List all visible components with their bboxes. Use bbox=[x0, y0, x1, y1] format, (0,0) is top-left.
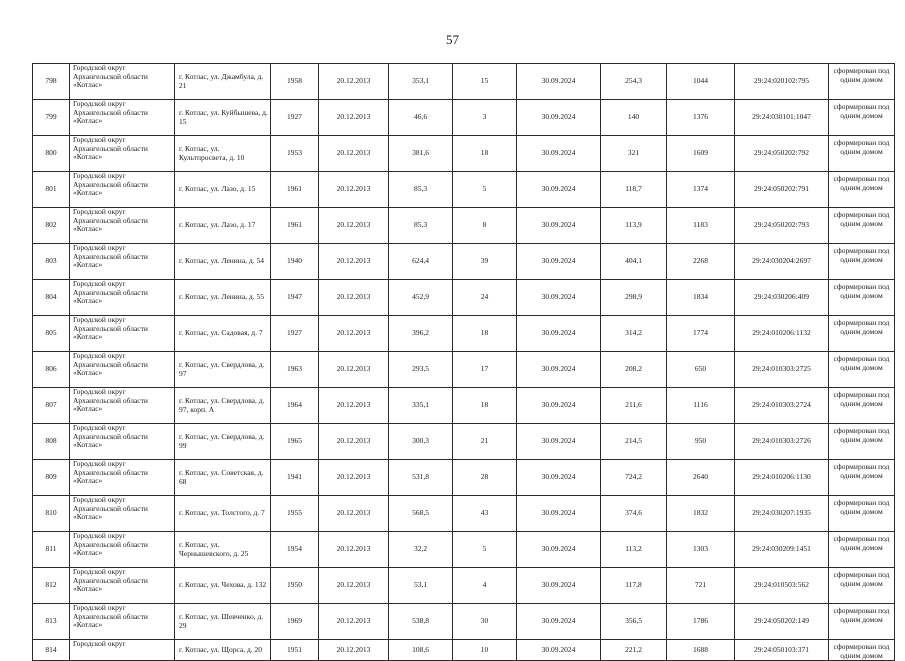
cell-owner: Городской округ Архангельской области «Котлас» bbox=[70, 316, 175, 352]
cell-residents: 3 bbox=[453, 100, 517, 136]
cell-value-b: 2268 bbox=[667, 244, 735, 280]
cell-cadastral-number: 29:24:050202:149 bbox=[735, 604, 829, 640]
cell-row-number: 805 bbox=[33, 316, 70, 352]
cell-value-a: 298,9 bbox=[601, 280, 667, 316]
cell-land-status: сформирован под одним домом bbox=[829, 172, 895, 208]
cell-row-number: 812 bbox=[33, 568, 70, 604]
cell-owner: Городской округ Архангельской области «Котлас» bbox=[70, 100, 175, 136]
cell-value-a: 404,1 bbox=[601, 244, 667, 280]
cell-value-a: 113,2 bbox=[601, 532, 667, 568]
cell-address: г. Котлас, ул. Культпросвета, д. 10 bbox=[175, 136, 271, 172]
cell-date-to: 30.09.2024 bbox=[517, 244, 601, 280]
cell-value-b: 1786 bbox=[667, 604, 735, 640]
cell-land-status: сформирован под одним домом bbox=[829, 604, 895, 640]
cell-value-a: 374,6 bbox=[601, 496, 667, 532]
cell-cadastral-number: 29:24:030209:1451 bbox=[735, 532, 829, 568]
cell-land-status: сформирован под одним домом bbox=[829, 424, 895, 460]
cell-build-year: 1964 bbox=[271, 388, 319, 424]
cell-owner: Городской округ Архангельской области «Котлас» bbox=[70, 280, 175, 316]
cell-row-number: 800 bbox=[33, 136, 70, 172]
cell-date-to: 30.09.2024 bbox=[517, 532, 601, 568]
cell-owner: Городской округ Архангельской области «Котлас» bbox=[70, 532, 175, 568]
cell-row-number: 798 bbox=[33, 64, 70, 100]
table-row bbox=[33, 208, 895, 244]
table-row bbox=[33, 604, 895, 640]
table-row bbox=[33, 316, 895, 352]
cell-value-a: 208,2 bbox=[601, 352, 667, 388]
page-number: 57 bbox=[446, 32, 459, 47]
cell-build-year: 1955 bbox=[271, 496, 319, 532]
cell-build-year: 1958 bbox=[271, 64, 319, 100]
cell-value-a: 314,2 bbox=[601, 316, 667, 352]
cell-date-to: 30.09.2024 bbox=[517, 424, 601, 460]
cell-date-from: 20.12.2013 bbox=[319, 388, 389, 424]
cell-cadastral-number: 29:24:050202:793 bbox=[735, 208, 829, 244]
cell-date-from: 20.12.2013 bbox=[319, 604, 389, 640]
cell-residents: 15 bbox=[453, 64, 517, 100]
cell-cadastral-number: 29:24:010503:562 bbox=[735, 568, 829, 604]
cell-value-b: 2640 bbox=[667, 460, 735, 496]
cell-date-to: 30.09.2024 bbox=[517, 604, 601, 640]
cell-area: 452,9 bbox=[389, 280, 453, 316]
cell-owner: Городской округ Архангельской области «Котлас» bbox=[70, 388, 175, 424]
cell-address: г. Котлас, ул. Джамбула, д. 21 bbox=[175, 64, 271, 100]
cell-area: 396,2 bbox=[389, 316, 453, 352]
cell-area: 108,6 bbox=[389, 640, 453, 661]
cell-area: 568,5 bbox=[389, 496, 453, 532]
cell-address: г. Котлас, ул. Свердлова, д. 97 bbox=[175, 352, 271, 388]
cell-residents: 8 bbox=[453, 208, 517, 244]
cell-area: 85,3 bbox=[389, 208, 453, 244]
cell-build-year: 1950 bbox=[271, 568, 319, 604]
cell-area: 46,6 bbox=[389, 100, 453, 136]
table-row bbox=[33, 532, 895, 568]
cell-build-year: 1963 bbox=[271, 352, 319, 388]
cell-area: 381,6 bbox=[389, 136, 453, 172]
cell-cadastral-number: 29:24:010206:1132 bbox=[735, 316, 829, 352]
cell-address: г. Котлас, ул. Чернышевского, д. 25 bbox=[175, 532, 271, 568]
cell-address: г. Котлас, ул. Щорса, д. 20 bbox=[175, 640, 271, 661]
cell-date-to: 30.09.2024 bbox=[517, 388, 601, 424]
cell-cadastral-number: 29:24:020102:795 bbox=[735, 64, 829, 100]
cell-value-b: 650 bbox=[667, 352, 735, 388]
cell-row-number: 801 bbox=[33, 172, 70, 208]
cell-value-a: 214,5 bbox=[601, 424, 667, 460]
cell-address: г. Котлас, ул. Ленина, д. 54 bbox=[175, 244, 271, 280]
cell-date-from: 20.12.2013 bbox=[319, 532, 389, 568]
cell-date-from: 20.12.2013 bbox=[319, 208, 389, 244]
cell-cadastral-number: 29:24:030101:1047 bbox=[735, 100, 829, 136]
cell-build-year: 1961 bbox=[271, 172, 319, 208]
cell-area: 538,8 bbox=[389, 604, 453, 640]
cell-owner: Городской округ Архангельской области «Котлас» bbox=[70, 208, 175, 244]
cell-value-b: 1774 bbox=[667, 316, 735, 352]
cell-cadastral-number: 29:24:030207:1935 bbox=[735, 496, 829, 532]
cell-residents: 10 bbox=[453, 640, 517, 661]
cell-area: 624,4 bbox=[389, 244, 453, 280]
cell-date-to: 30.09.2024 bbox=[517, 172, 601, 208]
cell-row-number: 802 bbox=[33, 208, 70, 244]
cell-value-b: 1303 bbox=[667, 532, 735, 568]
cell-land-status: сформирован под одним домом bbox=[829, 568, 895, 604]
cell-cadastral-number: 29:24:010206:1130 bbox=[735, 460, 829, 496]
table-row bbox=[33, 136, 895, 172]
cell-value-b: 1116 bbox=[667, 388, 735, 424]
cell-land-status: сформирован под одним домом bbox=[829, 388, 895, 424]
cell-address: г. Котлас, ул. Лазо, д. 17 bbox=[175, 208, 271, 244]
cell-value-a: 117,8 bbox=[601, 568, 667, 604]
cell-date-to: 30.09.2024 bbox=[517, 640, 601, 661]
cell-cadastral-number: 29:24:010303:2726 bbox=[735, 424, 829, 460]
cell-row-number: 808 bbox=[33, 424, 70, 460]
table-row bbox=[33, 280, 895, 316]
cell-residents: 18 bbox=[453, 388, 517, 424]
cell-residents: 18 bbox=[453, 136, 517, 172]
housing-registry-table bbox=[32, 63, 895, 661]
cell-date-to: 30.09.2024 bbox=[517, 208, 601, 244]
table-row bbox=[33, 64, 895, 100]
cell-value-b: 950 bbox=[667, 424, 735, 460]
cell-residents: 4 bbox=[453, 568, 517, 604]
cell-date-from: 20.12.2013 bbox=[319, 100, 389, 136]
cell-land-status: сформирован под одним домом bbox=[829, 640, 895, 661]
cell-value-b: 1609 bbox=[667, 136, 735, 172]
cell-build-year: 1961 bbox=[271, 208, 319, 244]
cell-date-to: 30.09.2024 bbox=[517, 136, 601, 172]
cell-cadastral-number: 29:24:050103:371 bbox=[735, 640, 829, 661]
cell-land-status: сформирован под одним домом bbox=[829, 460, 895, 496]
cell-value-b: 721 bbox=[667, 568, 735, 604]
cell-owner: Городской округ Архангельской области «Котлас» bbox=[70, 172, 175, 208]
cell-row-number: 809 bbox=[33, 460, 70, 496]
cell-residents: 18 bbox=[453, 316, 517, 352]
cell-value-b: 1376 bbox=[667, 100, 735, 136]
cell-address: г. Котлас, ул. Свердлова, д. 97, корп. А bbox=[175, 388, 271, 424]
cell-owner: Городской округ Архангельской области «Котлас» bbox=[70, 352, 175, 388]
cell-residents: 5 bbox=[453, 172, 517, 208]
cell-address: г. Котлас, ул. Шевченко, д. 29 bbox=[175, 604, 271, 640]
cell-date-to: 30.09.2024 bbox=[517, 316, 601, 352]
cell-area: 293,5 bbox=[389, 352, 453, 388]
cell-cadastral-number: 29:24:010303:2725 bbox=[735, 352, 829, 388]
cell-owner: Городской округ Архангельской области «Котлас» bbox=[70, 568, 175, 604]
cell-owner: Городской округ Архангельской области «Котлас» bbox=[70, 496, 175, 532]
cell-row-number: 803 bbox=[33, 244, 70, 280]
cell-residents: 21 bbox=[453, 424, 517, 460]
cell-value-b: 1834 bbox=[667, 280, 735, 316]
cell-owner: Городской округ bbox=[70, 640, 175, 661]
table-row bbox=[33, 244, 895, 280]
cell-owner: Городской округ Архангельской области «Котлас» bbox=[70, 136, 175, 172]
cell-row-number: 806 bbox=[33, 352, 70, 388]
cell-date-from: 20.12.2013 bbox=[319, 496, 389, 532]
cell-build-year: 1951 bbox=[271, 640, 319, 661]
cell-land-status: сформирован под одним домом bbox=[829, 244, 895, 280]
cell-date-to: 30.09.2024 bbox=[517, 100, 601, 136]
cell-date-from: 20.12.2013 bbox=[319, 352, 389, 388]
table-row bbox=[33, 352, 895, 388]
cell-build-year: 1953 bbox=[271, 136, 319, 172]
cell-row-number: 813 bbox=[33, 604, 70, 640]
cell-residents: 30 bbox=[453, 604, 517, 640]
cell-date-to: 30.09.2024 bbox=[517, 352, 601, 388]
cell-cadastral-number: 29:24:030206:409 bbox=[735, 280, 829, 316]
cell-residents: 43 bbox=[453, 496, 517, 532]
cell-value-a: 724,2 bbox=[601, 460, 667, 496]
cell-cadastral-number: 29:24:030204:2697 bbox=[735, 244, 829, 280]
cell-build-year: 1965 bbox=[271, 424, 319, 460]
cell-value-b: 1832 bbox=[667, 496, 735, 532]
cell-date-to: 30.09.2024 bbox=[517, 496, 601, 532]
cell-address: г. Котлас, ул. Лазо, д. 15 bbox=[175, 172, 271, 208]
cell-row-number: 804 bbox=[33, 280, 70, 316]
cell-row-number: 807 bbox=[33, 388, 70, 424]
cell-row-number: 810 bbox=[33, 496, 70, 532]
cell-row-number: 811 bbox=[33, 532, 70, 568]
cell-address: г. Котлас, ул. Садовая, д. 7 bbox=[175, 316, 271, 352]
cell-value-a: 118,7 bbox=[601, 172, 667, 208]
cell-residents: 39 bbox=[453, 244, 517, 280]
cell-value-a: 356,5 bbox=[601, 604, 667, 640]
table-row bbox=[33, 424, 895, 460]
cell-area: 32,2 bbox=[389, 532, 453, 568]
cell-area: 85,3 bbox=[389, 172, 453, 208]
cell-value-b: 1183 bbox=[667, 208, 735, 244]
cell-date-from: 20.12.2013 bbox=[319, 172, 389, 208]
table-row bbox=[33, 568, 895, 604]
table-row bbox=[33, 100, 895, 136]
table-row bbox=[33, 640, 895, 661]
cell-address: г. Котлас, ул. Свердлова, д. 99 bbox=[175, 424, 271, 460]
cell-build-year: 1927 bbox=[271, 316, 319, 352]
cell-value-a: 140 bbox=[601, 100, 667, 136]
cell-residents: 28 bbox=[453, 460, 517, 496]
cell-address: г. Котлас, ул. Советская, д. 68 bbox=[175, 460, 271, 496]
cell-date-from: 20.12.2013 bbox=[319, 568, 389, 604]
cell-date-to: 30.09.2024 bbox=[517, 64, 601, 100]
cell-address: г. Котлас, ул. Куйбышева, д. 15 bbox=[175, 100, 271, 136]
cell-cadastral-number: 29:24:010303:2724 bbox=[735, 388, 829, 424]
cell-value-b: 1374 bbox=[667, 172, 735, 208]
cell-value-b: 1044 bbox=[667, 64, 735, 100]
table-row bbox=[33, 172, 895, 208]
cell-residents: 24 bbox=[453, 280, 517, 316]
cell-owner: Городской округ Архангельской области «Котлас» bbox=[70, 460, 175, 496]
cell-build-year: 1947 bbox=[271, 280, 319, 316]
cell-build-year: 1941 bbox=[271, 460, 319, 496]
cell-build-year: 1927 bbox=[271, 100, 319, 136]
table-row bbox=[33, 388, 895, 424]
cell-land-status: сформирован под одним домом bbox=[829, 352, 895, 388]
cell-date-to: 30.09.2024 bbox=[517, 460, 601, 496]
cell-date-from: 20.12.2013 bbox=[319, 460, 389, 496]
cell-address: г. Котлас, ул. Чехова, д. 132 bbox=[175, 568, 271, 604]
cell-value-b: 1688 bbox=[667, 640, 735, 661]
cell-cadastral-number: 29:24:050202:791 bbox=[735, 172, 829, 208]
cell-date-from: 20.12.2013 bbox=[319, 424, 389, 460]
cell-owner: Городской округ Архангельской области «Котлас» bbox=[70, 424, 175, 460]
cell-residents: 5 bbox=[453, 532, 517, 568]
cell-date-from: 20.12.2013 bbox=[319, 316, 389, 352]
cell-area: 531,8 bbox=[389, 460, 453, 496]
cell-value-a: 221,2 bbox=[601, 640, 667, 661]
cell-area: 300,3 bbox=[389, 424, 453, 460]
cell-owner: Городской округ Архангельской области «Котлас» bbox=[70, 604, 175, 640]
cell-date-from: 20.12.2013 bbox=[319, 640, 389, 661]
cell-owner: Городской округ Архангельской области «Котлас» bbox=[70, 64, 175, 100]
registry-body bbox=[33, 64, 895, 661]
cell-value-a: 113,9 bbox=[601, 208, 667, 244]
cell-date-to: 30.09.2024 bbox=[517, 568, 601, 604]
cell-residents: 17 bbox=[453, 352, 517, 388]
cell-land-status: сформирован под одним домом bbox=[829, 136, 895, 172]
cell-land-status: сформирован под одним домом bbox=[829, 208, 895, 244]
cell-owner: Городской округ Архангельской области «Котлас» bbox=[70, 244, 175, 280]
cell-cadastral-number: 29:24:050202:792 bbox=[735, 136, 829, 172]
cell-row-number: 799 bbox=[33, 100, 70, 136]
cell-address: г. Котлас, ул. Ленина, д. 55 bbox=[175, 280, 271, 316]
cell-row-number: 814 bbox=[33, 640, 70, 661]
cell-area: 353,1 bbox=[389, 64, 453, 100]
cell-area: 335,1 bbox=[389, 388, 453, 424]
cell-land-status: сформирован под одним домом bbox=[829, 316, 895, 352]
cell-date-from: 20.12.2013 bbox=[319, 244, 389, 280]
cell-value-a: 254,3 bbox=[601, 64, 667, 100]
cell-area: 53,1 bbox=[389, 568, 453, 604]
cell-land-status: сформирован под одним домом bbox=[829, 100, 895, 136]
cell-build-year: 1954 bbox=[271, 532, 319, 568]
cell-land-status: сформирован под одним домом bbox=[829, 64, 895, 100]
cell-build-year: 1940 bbox=[271, 244, 319, 280]
cell-land-status: сформирован под одним домом bbox=[829, 532, 895, 568]
cell-date-from: 20.12.2013 bbox=[319, 280, 389, 316]
table-row bbox=[33, 496, 895, 532]
cell-build-year: 1969 bbox=[271, 604, 319, 640]
cell-value-a: 321 bbox=[601, 136, 667, 172]
cell-address: г. Котлас, ул. Толстого, д. 7 bbox=[175, 496, 271, 532]
cell-land-status: сформирован под одним домом bbox=[829, 280, 895, 316]
cell-value-a: 211,6 bbox=[601, 388, 667, 424]
cell-land-status: сформирован под одним домом bbox=[829, 496, 895, 532]
cell-date-from: 20.12.2013 bbox=[319, 64, 389, 100]
cell-date-from: 20.12.2013 bbox=[319, 136, 389, 172]
table-row bbox=[33, 460, 895, 496]
cell-date-to: 30.09.2024 bbox=[517, 280, 601, 316]
